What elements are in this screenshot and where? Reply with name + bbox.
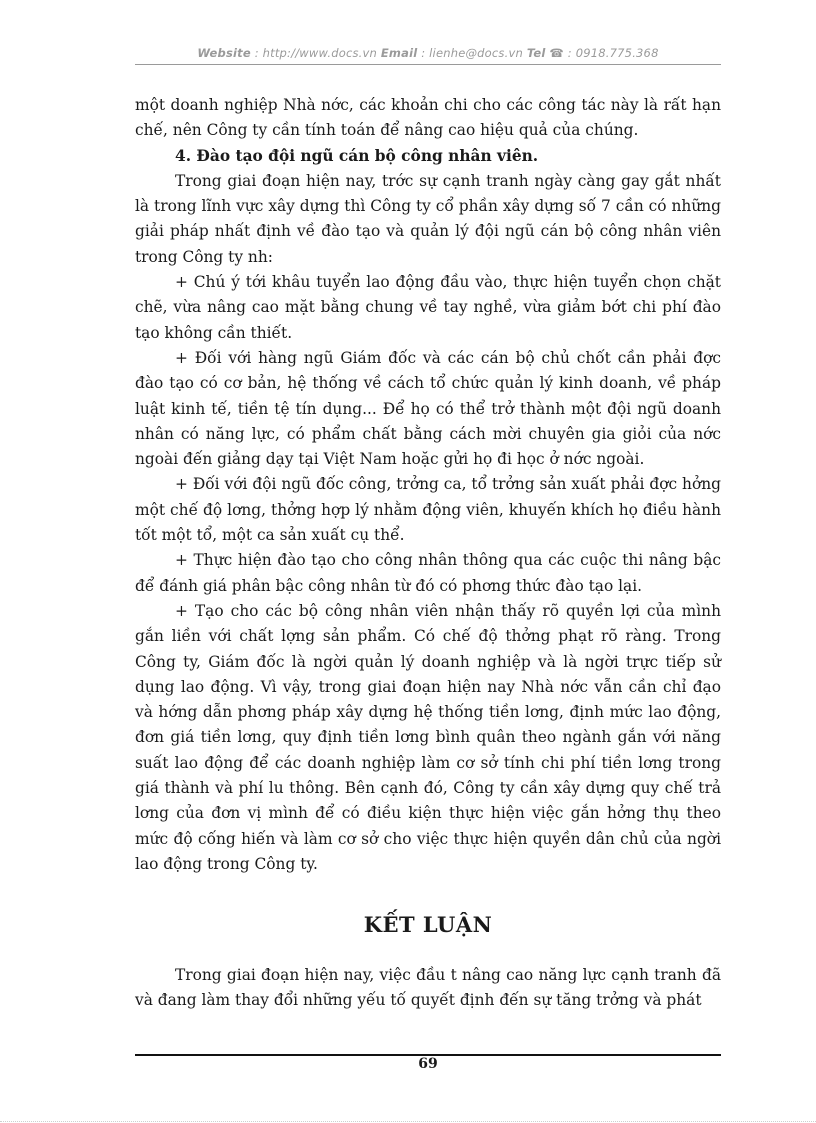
paragraph: + Tạo cho các bộ công nhân viên nhận thấy rõ quyền lợi của mình gắn liền với chất lợng sản phẩm. Có chế độ thởng phạt rõ ràng. Trong Công ty, Giám đốc là ngời quản lý doanh nghiệp và là ngời trực tiếp sử dụng lao động. Vì vậy, trong giai đoạn hiện nay Nhà nớc vẫn cần chỉ đạo và hớng dẫn phơng pháp xây dựng hệ thống tiền lơng, định mức lao động, đơn giá tiền lơng, quy định tiền lơng bình quân theo ngành gắn với năng suất lao động để các doanh nghiệp làm cơ sở tính chi phí tiền lơng trong giá thành và phí lu thông. Bên cạnh đó, Công ty cần xây dựng quy chế trả lơng của đơn vị mình để có điều kiện thực hiện việc gắn hởng thụ theo mức độ cống hiến và làm cơ sở cho việc thực hiện quyền dân chủ của ngời lao động trong Công ty. — [135, 601, 721, 873]
paragraph: + Đối với đội ngũ đốc công, trởng ca, tổ trởng sản xuất phải đợc hởng một chế độ lơng, thởng hợp lý nhằm động viên, khuyến khích họ điều hành tốt một tổ, một ca sản xuất cụ thể. — [135, 475, 721, 545]
page-number: 69 — [418, 1056, 438, 1072]
page-edge — [0, 1121, 816, 1122]
tel-label: Tel — [526, 46, 546, 60]
page-header — [135, 46, 721, 60]
paragraph: Trong giai đoạn hiện nay, việc đầu t nâng cao năng lực cạnh tranh đã và đang làm thay đổi những yếu tố quyết định đến sự tăng trởng và phát — [135, 966, 721, 1010]
conclusion-section — [135, 963, 721, 1014]
email-value: : lienhe@docs.vn — [421, 46, 523, 60]
email-label: Email — [380, 46, 418, 60]
paragraph: + Chú ý tới khâu tuyển lao động đầu vào, thực hiện tuyển chọn chặt chẽ, vừa nâng cao mặt bằng chung về tay nghề, vừa giảm bớt chi phí đào tạo không cần thiết. — [135, 273, 721, 342]
paragraph: + Đối với hàng ngũ Giám đốc và các cán bộ chủ chốt cần phải đợc đào tạo có cơ bản, hệ thống về cách tổ chức quản lý kinh doanh, về pháp luật kinh tế, tiền tệ tín dụng... Để họ có thể trở thành một đội ngũ doanh nhân có năng lực, có phẩm chất bằng cách mời chuyên gia giỏi của nớc ngoài đến giảng dạy tại Việt Nam hoặc gửi họ đi học ở nớc ngoài. — [135, 348, 721, 469]
paragraph: một doanh nghiệp Nhà nớc, các khoản chi cho các công tác này là rất hạn chế, nên Công ty cần tính toán để nâng cao hiệu quả của chúng. — [135, 96, 721, 140]
paragraph: Trong giai đoạn hiện nay, trớc sự cạnh tranh ngày càng gay gắt nhất là trong lĩnh vực xây dựng thì Công ty cổ phần xây dựng số 7 cần có những giải pháp nhất định về đào tạo và quản lý đội ngũ cán bộ công nhân viên trong Công ty nh: — [135, 171, 721, 266]
tel-value: ☎ : 0918.775.368 — [549, 46, 659, 60]
website-value: : http://www.docs.vn — [254, 46, 378, 60]
paragraph: + Thực hiện đào tạo cho công nhân thông qua các cuộc thi nâng bậc để đánh giá phân bậc công nhân từ đó có phơng thức đào tạo lại. — [135, 551, 721, 595]
header-divider — [135, 64, 721, 65]
section-heading: 4. Đào tạo đội ngũ cán bộ công nhân viên. — [175, 146, 539, 165]
conclusion-title: KẾT LUẬN — [363, 912, 493, 937]
document-body — [135, 93, 721, 877]
website-label: Website — [197, 46, 251, 60]
